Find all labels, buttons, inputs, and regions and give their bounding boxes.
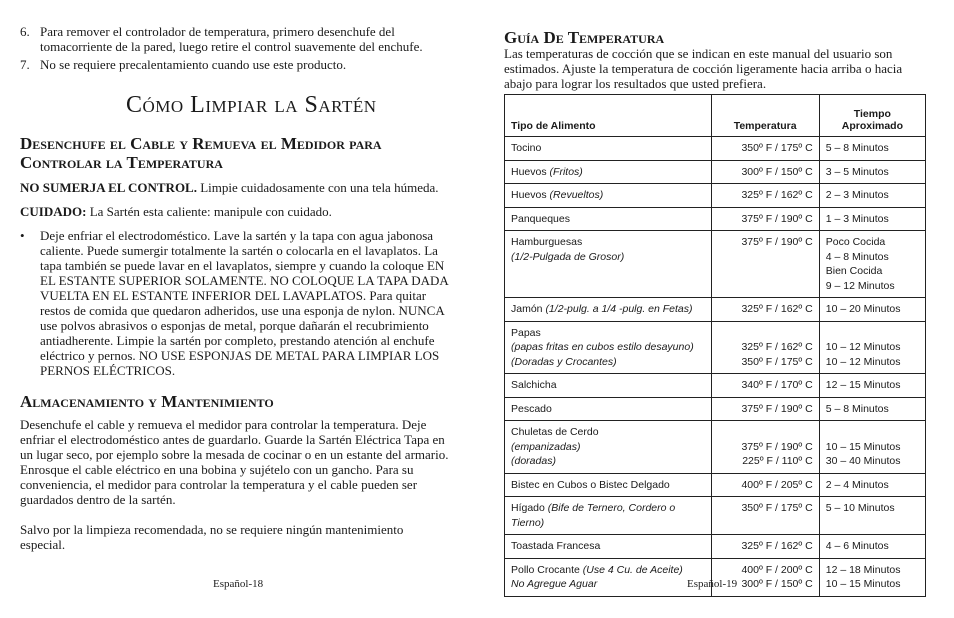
food-name: Tocino (511, 142, 542, 154)
temperature-value: 400º F / 200º C (741, 563, 813, 576)
section-title: Almacenamiento y Mantenimiento (20, 392, 274, 411)
time-cell (819, 558, 925, 596)
time-value: 2 – 4 Minutos (825, 478, 889, 491)
time-value: 10 – 12 Minutos (825, 355, 901, 368)
temperature-value (810, 327, 813, 339)
temperature-cell (711, 298, 819, 322)
temperature-value: 325º F / 162º C (741, 341, 813, 353)
temperature-table (504, 94, 926, 597)
table-row (505, 473, 926, 497)
time-value: 10 – 12 Minutos (825, 341, 901, 353)
food-cell (505, 321, 712, 374)
warning-paragraph (20, 180, 450, 195)
table-row (505, 558, 926, 596)
food-name: Panqueques (511, 212, 570, 225)
food-note: No Agregue Aguar (511, 578, 598, 590)
time-value: 1 – 3 Minutos (825, 212, 889, 225)
food-note: (Use 4 Cu. de Aceite) (582, 563, 683, 576)
temperature-cell (711, 497, 819, 535)
temperature-value: 375º F / 190º C (741, 212, 813, 225)
temperature-value (810, 426, 813, 438)
temperature-value: 300º F / 150º C (741, 578, 813, 590)
maintenance-paragraph: Salvo por la limpieza recomendada, no se requiere ningún mantenimiento especial. (20, 522, 404, 552)
temperature-value: 375º F / 190º C (741, 402, 813, 415)
time-cell (819, 397, 925, 421)
food-note: (empanizadas) (511, 440, 581, 453)
food-cell (505, 535, 712, 559)
food-note: (doradas) (511, 455, 556, 467)
table-row (505, 160, 926, 184)
temperature-cell (711, 535, 819, 559)
storage-paragraph: Desenchufe el cable y remueva el medidor para controlar la temperatura. Deje enfriar el electrodoméstico antes de guardarlo. Guarde la Sartén Eléctrica Tapa en un lugar seco, por ejemplo sobre la mesada de cocinar o en un estante del armario. Enrosque el cable eléctrico en una bobina y sujételo con un gancho. Para su conveniencia, el medidor para controlar la temperatura y el cable pueden ser guardados dentro de la sartén. (20, 417, 449, 507)
page-number: Español-19 (687, 578, 738, 590)
time-value: 10 – 20 Minutos (825, 303, 901, 315)
time-value: 5 – 8 Minutos (825, 142, 889, 154)
food-name: Toastada Francesa (511, 540, 601, 552)
food-name: Hamburguesas (511, 236, 583, 248)
temperature-value: 325º F / 162º C (741, 189, 813, 201)
temperature-value: 350º F / 175º C (741, 355, 813, 368)
time-value: 10 – 15 Minutos (825, 440, 901, 453)
time-cell (819, 184, 925, 208)
bullet-text: Deje enfriar el electrodoméstico. Lave la sartén y la tapa con agua jabonosa caliente. Puede sumergir totalmente la sartén o colocarla en el lavaplatos. La tapa también se puede lavar en el lavaplatos, siempre y cuando la coloque EN EL ESTANTE SUPERIOR SOLAMENTE. NO COLOQUE LA TAPA DADA VUELTA EN EL ESTANTE INFERIOR DEL LAVAPLATOS. Para quitar restos de comida que quedaron adheridos, use una esponja de nylon. NUNCA use polvos abrasivos o esponjas de metal, porque dañarán el recubrimiento antiadherente. Limpie la sartén por completo, prestando atención al enchufe eléctrico y pernos. NO USE ESPONJAS DE METAL PARA LIMPIAR LOS PERNOS ELÉCTRICOS. (40, 228, 449, 378)
food-cell (505, 497, 712, 535)
header-time: Tiempo Aproximado (819, 95, 925, 137)
time-cell (819, 421, 925, 474)
time-value: 9 – 12 Minutos (825, 279, 895, 292)
food-note: (Revueltos) (549, 189, 604, 201)
food-note: (papas fritas en cubos estilo desayuno) (511, 341, 694, 353)
caution-text: La Sartén esta caliente: manipule con cuidado. (86, 204, 332, 219)
table-row (505, 298, 926, 322)
warning-text: Limpie cuidadosamente con una tela húmeda. (196, 180, 439, 195)
table-row (505, 497, 926, 535)
time-value: 5 – 10 Minutos (825, 502, 895, 514)
temperature-value: 350º F / 175º C (741, 502, 813, 514)
temperature-table-wrap (504, 94, 926, 597)
food-note: (Bife de Ternero, Cordero o Tierno) (511, 502, 676, 529)
food-cell (505, 137, 712, 161)
time-value: 4 – 8 Minutos (825, 250, 889, 263)
table-row (505, 374, 926, 398)
header-food: Tipo de Alimento (505, 95, 712, 137)
temperature-cell (711, 160, 819, 184)
food-note: (Doradas y Crocantes) (511, 355, 617, 368)
step-text: No se requiere precalentamiento cuando use este producto. (40, 57, 347, 72)
temperature-value: 225º F / 110º C (742, 455, 813, 467)
header-temperature: Temperatura (711, 95, 819, 137)
table-row (505, 184, 926, 208)
table-row (505, 321, 926, 374)
time-cell (819, 160, 925, 184)
temperature-cell (711, 231, 819, 298)
food-cell (505, 397, 712, 421)
time-cell (819, 231, 925, 298)
time-value: Poco Cocida (825, 236, 886, 248)
warning-label: NO SUMERJA EL CONTROL. (20, 180, 197, 195)
step-7 (20, 57, 450, 72)
time-value: 12 – 18 Minutos (825, 563, 901, 576)
temperature-value: 300º F / 150º C (741, 165, 813, 178)
table-row (505, 535, 926, 559)
food-cell (505, 160, 712, 184)
step-6 (20, 24, 450, 54)
caution-paragraph (20, 204, 450, 219)
temperature-cell (711, 374, 819, 398)
food-cell (505, 558, 712, 596)
section-title: Guía De Temperatura (504, 28, 665, 47)
temperature-cell (711, 321, 819, 374)
cleaning-section (20, 134, 450, 378)
temperature-value: 375º F / 190º C (741, 236, 813, 248)
temperature-value: 400º F / 205º C (741, 478, 813, 491)
time-value: 3 – 5 Minutos (825, 165, 889, 178)
table-body (505, 137, 926, 597)
time-cell (819, 535, 925, 559)
temperature-value: 325º F / 162º C (741, 540, 813, 552)
time-cell (819, 473, 925, 497)
food-cell (505, 421, 712, 474)
time-cell (819, 321, 925, 374)
temperature-value: 375º F / 190º C (741, 440, 813, 453)
temperature-value: 350º F / 175º C (741, 142, 813, 154)
food-cell (505, 374, 712, 398)
food-cell (505, 473, 712, 497)
table-row (505, 421, 926, 474)
time-value: 30 – 40 Minutos (825, 455, 901, 467)
food-note: (1/2-pulg. a 1/4 -pulg. en Fetas) (545, 303, 693, 315)
intro-paragraph: Las temperaturas de cocción que se indican en este manual del usuario son estimados. Ajuste la temperatura de cocción ligeramente hacia arriba o hacia abajo para lograr los resultados que usted prefiera. (504, 46, 903, 91)
temperature-cell (711, 137, 819, 161)
step-text: Para remover el controlador de temperatura, primero desenchufe del tomacorriente de la pared, luego retire el control suavemente del enchufe. (40, 24, 423, 54)
temperature-cell (711, 207, 819, 231)
food-cell (505, 184, 712, 208)
food-note: (1/2-Pulgada de Grosor) (511, 250, 625, 263)
time-cell (819, 207, 925, 231)
temperature-cell (711, 473, 819, 497)
time-cell (819, 374, 925, 398)
temperature-cell (711, 397, 819, 421)
time-value: 5 – 8 Minutos (825, 402, 889, 415)
food-name: Bistec en Cubos o Bistec Delgado (511, 478, 670, 491)
table-row (505, 397, 926, 421)
time-cell (819, 137, 925, 161)
table-row (505, 231, 926, 298)
food-name: Salchicha (511, 379, 557, 391)
caution-label: CUIDADO: (20, 204, 87, 219)
food-name: Huevos (511, 189, 547, 201)
step-number: 6. (20, 24, 30, 39)
temperature-cell (711, 421, 819, 474)
food-name: Jamón (511, 303, 543, 315)
table-row (505, 207, 926, 231)
temperature-value: 325º F / 162º C (741, 303, 813, 315)
steps-list (20, 24, 450, 75)
food-cell (505, 231, 712, 298)
page-title: Cómo Limpiar la Sartén (126, 92, 377, 118)
food-note: (Fritos) (549, 165, 583, 178)
food-cell (505, 207, 712, 231)
time-value: 4 – 6 Minutos (825, 540, 889, 552)
temperature-value: 340º F / 170º C (741, 379, 813, 391)
time-value: 10 – 15 Minutos (825, 578, 901, 590)
time-value (826, 327, 829, 339)
food-cell (505, 298, 712, 322)
bullet-dot: • (20, 228, 25, 243)
step-number: 7. (20, 57, 30, 72)
food-name: Papas (511, 326, 541, 339)
page-number: Español-18 (213, 578, 264, 590)
time-value: 2 – 3 Minutos (825, 189, 889, 201)
storage-section (20, 392, 450, 561)
time-cell (819, 298, 925, 322)
food-name: Hígado (511, 502, 545, 514)
time-cell (819, 497, 925, 535)
table-header-row (505, 95, 926, 137)
table-row (505, 137, 926, 161)
temperature-cell (711, 558, 819, 596)
time-value: Bien Cocida (825, 265, 883, 277)
food-name: Chuletas de Cerdo (511, 426, 599, 438)
food-name: Huevos (511, 165, 547, 178)
time-value: 12 – 15 Minutos (825, 379, 901, 391)
time-value (826, 426, 829, 438)
food-name: Pescado (511, 402, 552, 415)
temperature-cell (711, 184, 819, 208)
food-name: Pollo Crocante (511, 563, 580, 576)
section-title: Desenchufe el Cable y Remueva el Medidor para Controlar la Temperatura (20, 134, 382, 172)
cleaning-bullet (20, 228, 450, 378)
